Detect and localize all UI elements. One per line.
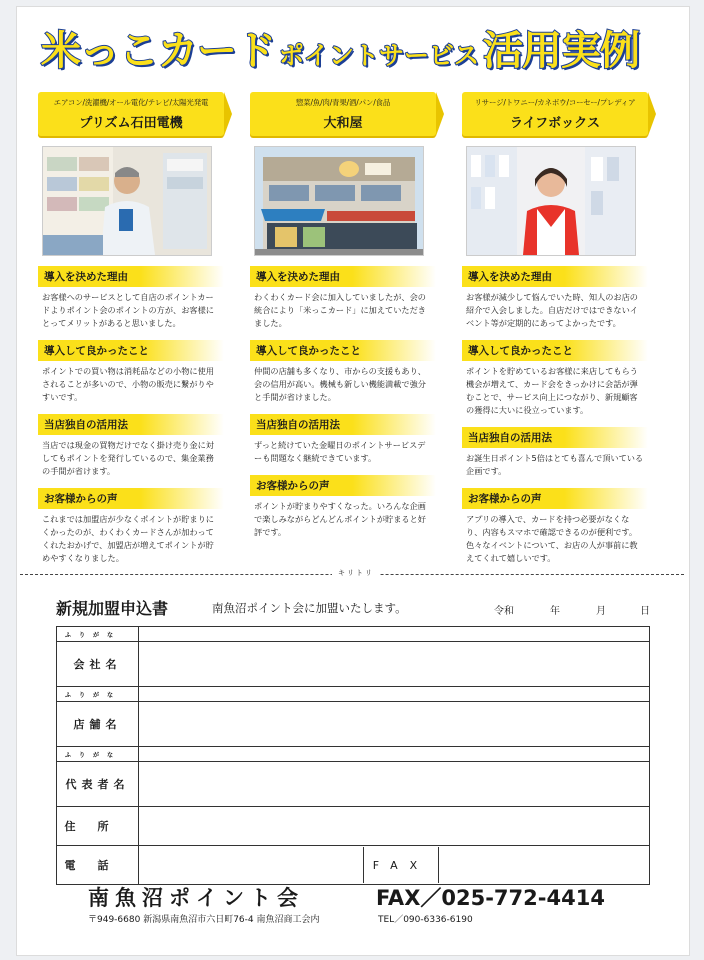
- furigana-label: ふりがな: [57, 627, 139, 642]
- section-text: お誕生日ポイント5倍はとても喜んで頂いている企画です。: [466, 453, 644, 476]
- section-text: ポイントを貯めているお客様に来店してもらう機会が増えて、カード会をきっかけに会話が弾むことで、サービス向上につながり、新規顧客の獲得に大いに役立っています。: [466, 366, 638, 415]
- application-form-table: [56, 626, 650, 885]
- address-input[interactable]: [139, 807, 650, 846]
- shop-column-1: [38, 92, 224, 565]
- section-text: ずっと続けていた金曜日のポイントサービスデーも問題なく継続できています。: [254, 440, 426, 463]
- shop-column-3: [462, 92, 648, 565]
- section-reason: [38, 266, 224, 330]
- form-title: 新規加盟申込書: [56, 599, 169, 618]
- section-text: ポイントが貯まりやすくなった。いろんな企画で楽しみながらどんどんポイントが貯まると好評です。: [254, 501, 426, 537]
- section-heading: 導入して良かったこと: [250, 340, 436, 361]
- section-text: お客様が減少して悩んでいた時、知人のお店の紹介で入会しました。自店だけではできないイベント等が定期的にあってよかったです。: [466, 292, 638, 328]
- section-benefit: [462, 340, 648, 417]
- title-part-1: 米っこカード: [40, 28, 275, 74]
- date-year: 年: [550, 606, 560, 617]
- cut-label: キリトリ: [332, 568, 380, 578]
- section-heading: 当店独自の活用法: [250, 414, 436, 435]
- section-text: ポイントでの買い物は消耗品などの小物に使用されることが多いので、小物の販売に繋がりやすいです。: [42, 366, 214, 402]
- store-furigana-input[interactable]: [139, 687, 650, 702]
- date-era: 令和: [494, 606, 514, 617]
- section-heading: 導入を決めた理由: [462, 266, 648, 287]
- section-heading: お客様からの声: [462, 488, 648, 509]
- section-text: 仲間の店舗も多くなり、市からの支援もあり、会の信用が高い。機械も新しい機能満載で強分と手間が省けました。: [254, 366, 426, 402]
- company-input[interactable]: [139, 642, 650, 687]
- shop-category: 惣菜/魚/肉/青果/酒/パン/食品: [295, 98, 391, 107]
- furigana-label: ふりがな: [57, 687, 139, 702]
- section-reason: [462, 266, 648, 330]
- rep-furigana-input[interactable]: [139, 747, 650, 762]
- shop-name: プリズム石田電機: [79, 116, 183, 131]
- section-voice: [462, 488, 648, 565]
- phone-fax-cell: [139, 846, 650, 885]
- org-tel: TEL／090-6336-6190: [378, 915, 473, 925]
- section-benefit: [250, 340, 436, 404]
- shop-banner: [250, 92, 436, 136]
- store-label: 店舗名: [57, 702, 139, 747]
- date-day: 日: [640, 606, 650, 617]
- section-usage: [250, 414, 436, 465]
- section-voice: [250, 475, 436, 539]
- shop-name: 大和屋: [323, 116, 363, 131]
- shop-photo-cosmetics: [466, 146, 636, 256]
- title-part-3: 活用実例: [483, 28, 639, 74]
- fax-input[interactable]: [439, 847, 649, 883]
- shop-banner: [462, 92, 648, 136]
- shop-photo-electronics: [42, 146, 212, 256]
- phone-input[interactable]: [139, 847, 364, 883]
- section-heading: 導入して良かったこと: [462, 340, 648, 361]
- section-heading: 導入して良かったこと: [38, 340, 224, 361]
- title-part-2: ポイントサービス: [278, 41, 479, 70]
- representative-input[interactable]: [139, 762, 650, 807]
- representative-label: 代表者名: [57, 762, 139, 807]
- shop-column-2: [250, 92, 436, 539]
- org-name: 南魚沼ポイント会: [88, 886, 304, 910]
- section-benefit: [38, 340, 224, 404]
- org-address: 〒949-6680 新潟県南魚沼市六日町76-4 南魚沼商工会内: [88, 915, 320, 925]
- page-title: [40, 18, 640, 76]
- shop-category: エアコン/洗濯機/オール電化/テレビ/太陽光発電: [53, 98, 209, 107]
- section-heading: お客様からの声: [38, 488, 224, 509]
- section-heading: 当店独自の活用法: [462, 427, 648, 448]
- section-text: これまでは加盟店が少なくポイントが貯まりにくかったのが、わくわくカードさんが加わってくれたおかげで、加盟店が増えてポイントが貯めやすくなりました。: [42, 514, 214, 563]
- shop-banner: [38, 92, 224, 136]
- section-text: 当店では現金の買物だけでなく掛け売り金に対してもポイントを発行しているので、集金業務の手間が省けます。: [42, 440, 214, 476]
- section-text: お客様へのサービスとして自店のポイントカードよりポイント会のポイントの方が、お客様にとってメリットがあると思いました。: [42, 292, 214, 328]
- phone-label: 電話: [57, 846, 139, 885]
- fax-label: FAX: [364, 847, 439, 883]
- form-subtitle: 南魚沼ポイント会に加盟いたします。: [212, 601, 407, 615]
- section-usage: [462, 427, 648, 478]
- section-voice: [38, 488, 224, 565]
- company-label: 会社名: [57, 642, 139, 687]
- address-label: 住所: [57, 807, 139, 846]
- shop-category: リサージ/トワニー/カネボウ/コーセー/プレディア: [474, 98, 636, 107]
- section-heading: お客様からの声: [250, 475, 436, 496]
- section-heading: 導入を決めた理由: [38, 266, 224, 287]
- org-fax: FAX／025-772-4414: [376, 886, 605, 910]
- section-heading: 当店独自の活用法: [38, 414, 224, 435]
- section-text: わくわくカード会に加入していましたが、会の統合により「米っこカード」に加えていただきました。: [254, 292, 426, 328]
- section-reason: [250, 266, 436, 330]
- shop-photo-storefront: [254, 146, 424, 256]
- date-month: 月: [596, 606, 606, 617]
- furigana-label: ふりがな: [57, 747, 139, 762]
- section-heading: 導入を決めた理由: [250, 266, 436, 287]
- section-text: アプリの導入で、カードを持つ必要がなくなり、内容もスマホで確認できるのが便利です。色々なイベントについて、お店の人が事前に教えてくれて嬉しいです。: [466, 514, 638, 563]
- shop-name: ライフボックス: [509, 116, 601, 131]
- section-usage: [38, 414, 224, 478]
- company-furigana-input[interactable]: [139, 627, 650, 642]
- store-input[interactable]: [139, 702, 650, 747]
